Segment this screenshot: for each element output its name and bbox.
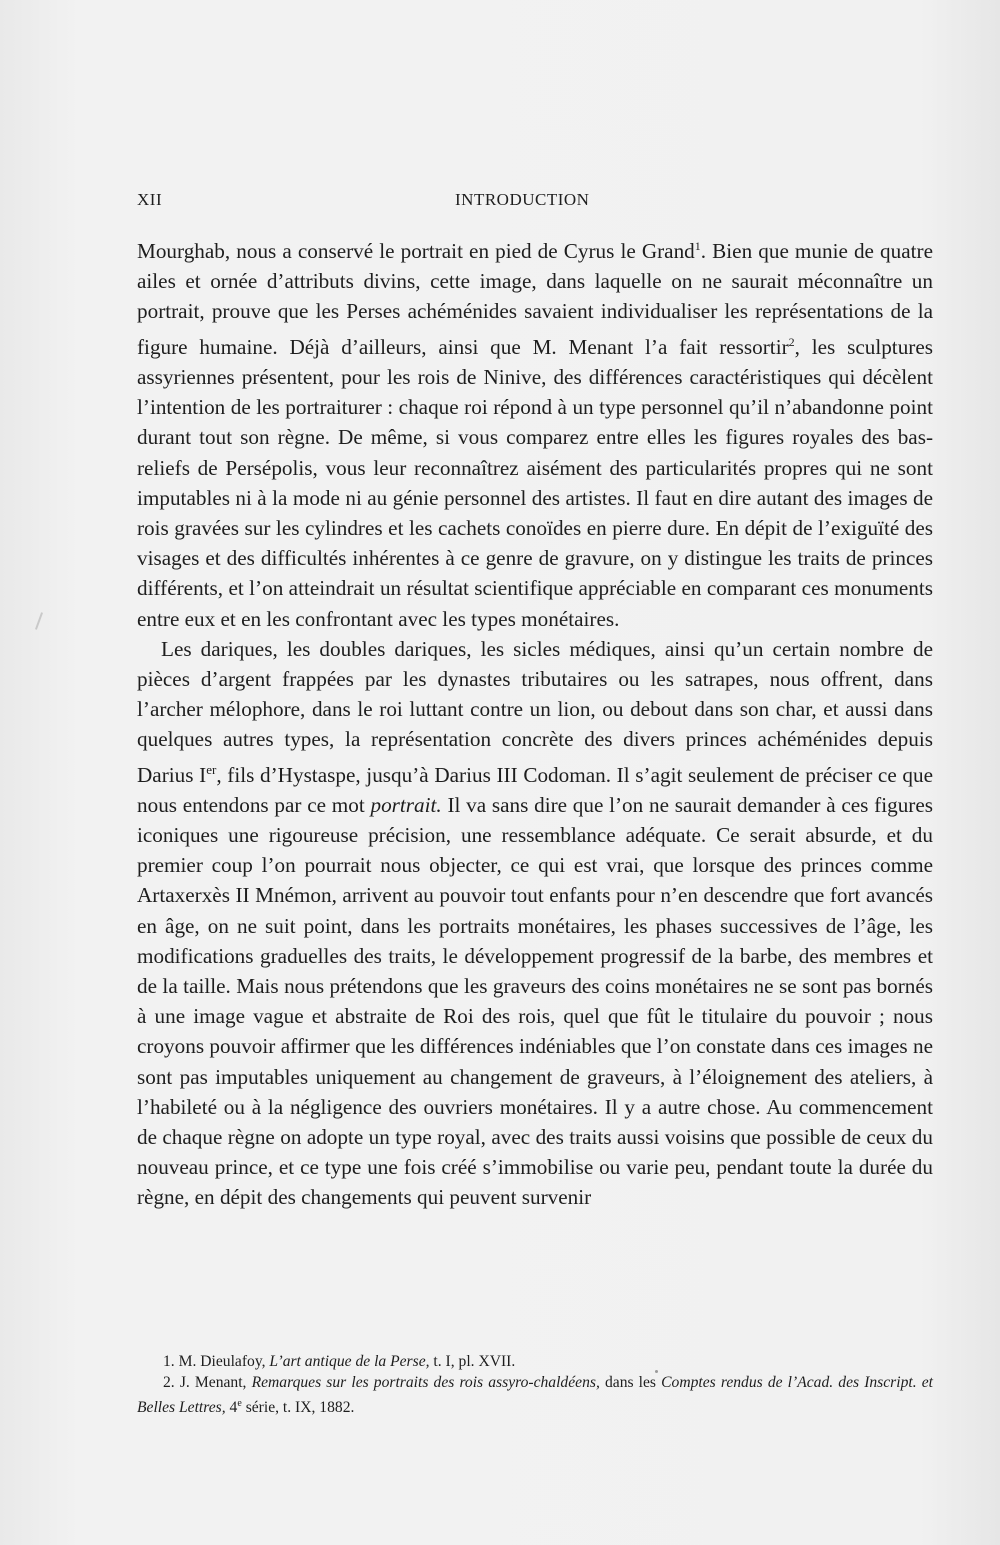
footnote-1: 1. M. Dieulafoy, L’art antique de la Perse, t. I, pl. XVII. xyxy=(163,1353,516,1370)
main-text xyxy=(137,231,933,1213)
paper-mark xyxy=(35,612,43,630)
page-number: XII xyxy=(137,190,163,209)
paragraph-2: Les dariques, les doubles dariques, les sicles médiques, ainsi qu’un certain nombre de pièces d’argent frappées par les dynastes tributaires ou les satrapes, nous offrent, dans l’archer mélophore, dans le roi luttant contre un lion, ou debout dans son char, et aussi dans quelques autres types, la représentation concrète des divers princes achéménides depuis Darius Ier, fils d’Hystaspe, jusqu’à Darius III Codoman. Il s’agit seulement de préciser ce que nous entendons par ce mot portrait. Il va sans dire que l’on ne saurait demander à ces figures iconiques une rigoureuse précision, une ressemblance adéquate. Ce serait absurde, et du premier coup l’on pourrait nous objecter, ce qui est vrai, que lorsque des princes comme Artaxerxès II Mnémon, arrivent au pouvoir tout enfants pour n’en descendre que fort avancés en âge, on ne suit point, dans les portraits monétaires, les phases successives de l’âge, les modifications graduelles des traits, le développement progressif de la barbe, des membres et de la taille. Mais nous prétendons que les graveurs des coins monétaires ne se sont pas bornés à une image vague et abstraite de Roi des rois, quel que fût le titulaire du pouvoir ; nous croyons pouvoir affirmer que les différences indéniables que l’on constate dans ces images ne sont pas imputables uniquement au changement de graveurs, à l’éloignement des ateliers, à l’habileté ou à la négligence des ouvriers monétaires. Il y a autre chose. Au commencement de chaque règne on adopte un type royal, avec des traits aussi voisins que possible de ceux du nouveau prince, et ce type une fois créé s’immobilise ou varie peu, pendant toute la durée du règne, en dépit des changements qui peuvent survenir xyxy=(137,636,933,1210)
ink-speck xyxy=(655,1370,658,1373)
page-header xyxy=(137,190,933,214)
footnote-ref-1: 1 xyxy=(694,239,701,253)
emphasis-portrait: portrait. xyxy=(370,792,442,817)
running-title: INTRODUCTION xyxy=(455,190,590,209)
paragraph-1: Mourghab, nous a conservé le portrait en pied de Cyrus le Grand$^1$. Bien que munie de quatre ailes et ornée d’attributs divins, cette image, dans laquelle on ne saurait méconnaître un portrait, prouve que les Perses achéménides savaient individualiser les représentations de la figure humaine. Déjà d’ailleurs, ainsi que M. Menant l’a fait ressortir$^2$, les sculptures assyriennes présentent, pour les rois de Ninive, des différences caractéristiques qui décèlent l’intention de les portraiturer : chaque roi répond à un type personnel qu’il n’abandonne point durant tout son règne. De même, si vous comparez entre elles les figures royales des bas-reliefs de Persépolis, vous leur reconnaîtrez aisément des particularités propres qui ne sont imputables ni à la mode ni au génie personnel des artistes. Il faut en dire autant des images de rois gravées sur les cylindres et les cachets conoïdes en pierre dure. En dépit de l’exiguïté des visages et des difficultés inhérentes à ce genre de gravure, on y distingue les traits de princes différents, et l’on atteindrait un résultat scientifique appréciable en comparant ces monuments entre eux et en les confrontant avec les types monétaires. xyxy=(137,239,933,631)
footnote-2: 2. J. Menant, Remarques sur les portraits des rois assyro-chaldéens, dans les Comptes rendus de l’Acad. des Inscript. et Belles Lettres, 4e série, t. IX, 1882. xyxy=(137,1374,933,1417)
footnote-ref-2: 2 xyxy=(788,334,795,349)
footnotes xyxy=(137,1351,933,1418)
